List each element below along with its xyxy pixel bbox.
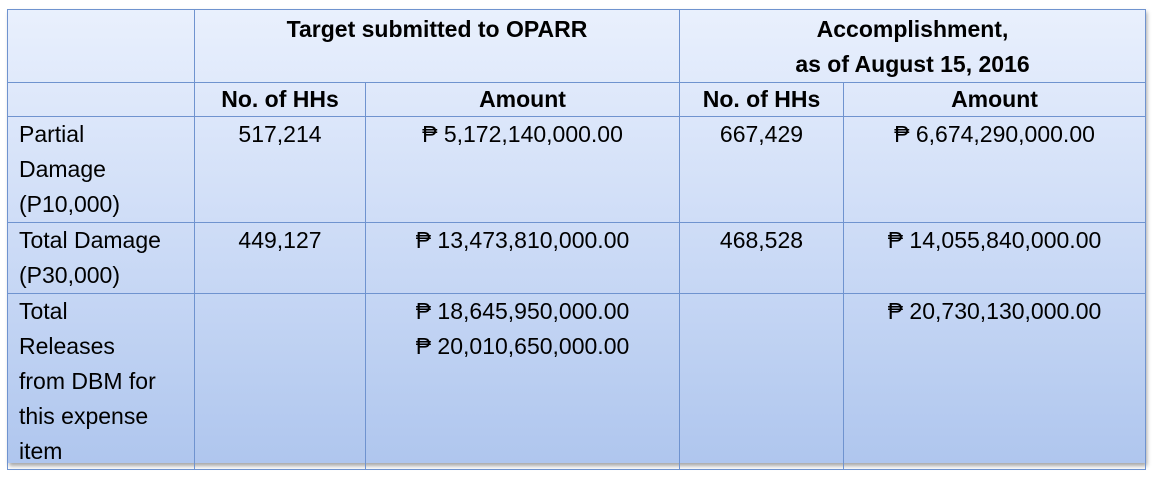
acc-amount-value: ₱ 14,055,840,000.00 [844,223,1146,294]
header-accomplishment-group [680,10,1146,83]
header-acc-hhs: No. of HHs [680,83,844,117]
header-accomplishment-line1: Accomplishment, [816,16,1009,42]
header-accomplishment-line2: as of August 15, 2016 [795,51,1030,77]
corner-sub-cell [8,83,195,117]
header-target-group: Target submitted to OPARR [195,10,680,83]
table-row [8,117,1146,223]
acc-amount-value: ₱ 6,674,290,000.00 [844,117,1146,223]
header-target-hhs: No. of HHs [195,83,366,117]
acc-hhs-value: 667,429 [680,117,844,223]
target-hhs-value: 517,214 [195,117,366,223]
row-label-total-damage: Total Damage (P30,000) [8,223,195,294]
target-hhs-value: 449,127 [195,223,366,294]
table-row [8,223,1146,294]
acc-hhs-value: 468,528 [680,223,844,294]
acc-amount-value: ₱ 20,730,130,000.00 [844,294,1146,470]
header-acc-amount: Amount [844,83,1146,117]
row-label-partial-damage: Partial Damage (P10,000) [8,117,195,223]
target-hhs-value [195,294,366,470]
acc-hhs-value [680,294,844,470]
target-amount-value: ₱ 13,473,810,000.00 [366,223,680,294]
data-table-container [7,9,1145,463]
table-row [8,294,1146,470]
target-amount-value: ₱ 18,645,950,000.00 ₱ 20,010,650,000.00 [366,294,680,470]
target-amount-value: ₱ 5,172,140,000.00 [366,117,680,223]
header-target-amount: Amount [366,83,680,117]
corner-cell [8,10,195,83]
row-label-total-releases: Total Releases from DBM for this expense item [8,294,195,470]
releases-table [7,9,1146,470]
